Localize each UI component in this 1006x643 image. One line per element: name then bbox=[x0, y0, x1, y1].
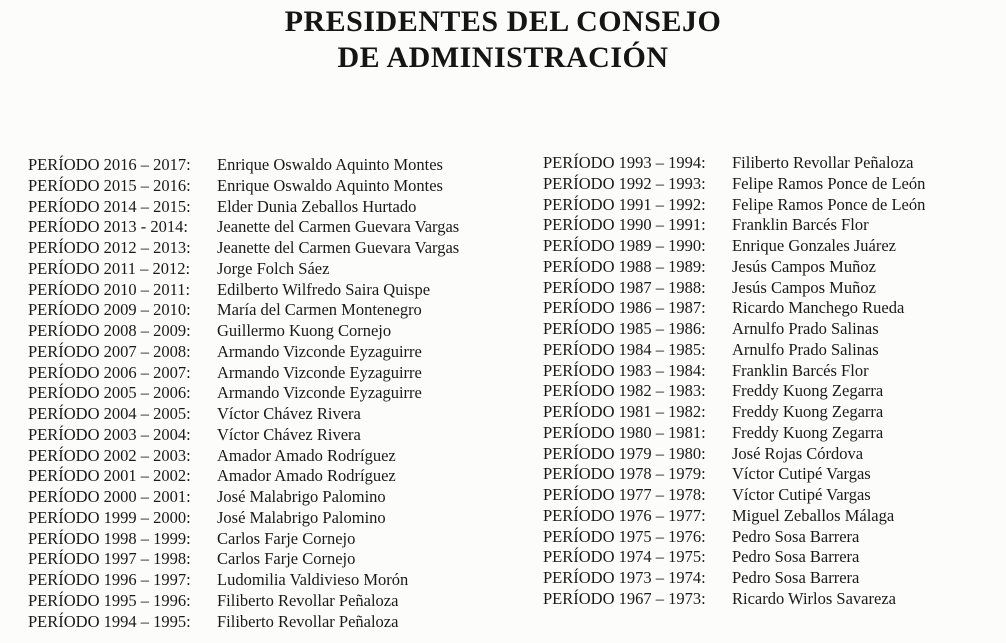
president-name: Franklin Barcés Flor bbox=[732, 360, 869, 380]
list-item bbox=[28, 217, 459, 238]
list-item bbox=[28, 238, 459, 259]
period-label: PERÍODO 2007 – 2008: bbox=[28, 341, 191, 361]
president-name: Elder Dunia Zeballos Hurtado bbox=[217, 196, 417, 216]
president-name: Armando Vizconde Eyzaguirre bbox=[217, 362, 422, 382]
list-item bbox=[28, 404, 459, 425]
president-name: Jeanette del Carmen Guevara Vargas bbox=[217, 217, 460, 237]
period-label: PERÍODO 2003 – 2004: bbox=[28, 424, 191, 444]
list-item bbox=[28, 321, 459, 342]
president-name: Víctor Cutipé Vargas bbox=[732, 464, 871, 484]
president-name: José Malabrigo Palomino bbox=[217, 507, 386, 527]
president-name: Armando Vizconde Eyzaguirre bbox=[217, 383, 422, 403]
list-item bbox=[28, 259, 459, 280]
period-label: PERÍODO 2010 – 2011: bbox=[28, 279, 191, 299]
president-name: Enrique Gonzales Juárez bbox=[732, 236, 897, 255]
list-item bbox=[28, 612, 459, 633]
period-label: PERÍODO 2001 – 2002: bbox=[28, 466, 191, 486]
list-item bbox=[543, 506, 925, 527]
president-name: María del Carmen Montenegro bbox=[217, 300, 422, 320]
list-item bbox=[543, 298, 925, 319]
president-name: Jesús Campos Muñoz bbox=[732, 256, 876, 276]
right-column bbox=[543, 153, 925, 610]
period-label: PERÍODO 2012 – 2013: bbox=[28, 238, 191, 257]
president-name: Filiberto Revollar Peñaloza bbox=[217, 590, 399, 610]
list-item bbox=[28, 591, 459, 612]
list-item bbox=[28, 446, 459, 467]
period-label: PERÍODO 2009 – 2010: bbox=[28, 300, 191, 320]
president-name: Armando Vizconde Eyzaguirre bbox=[217, 341, 422, 361]
period-label: PERÍODO 1992 – 1993: bbox=[543, 173, 706, 193]
list-item bbox=[543, 361, 925, 382]
list-item bbox=[543, 153, 925, 174]
list-item bbox=[543, 464, 925, 485]
period-label: PERÍODO 1977 – 1978: bbox=[543, 485, 706, 504]
president-name: Freddy Kuong Zegarra bbox=[732, 422, 884, 442]
list-item bbox=[543, 174, 925, 195]
president-name: Freddy Kuong Zegarra bbox=[732, 381, 884, 401]
president-name: Felipe Ramos Ponce de León bbox=[732, 194, 926, 214]
period-label: PERÍODO 1985 – 1986: bbox=[543, 319, 706, 338]
list-item bbox=[543, 444, 925, 465]
president-name: Víctor Chávez Rivera bbox=[217, 404, 361, 423]
list-item bbox=[28, 570, 459, 591]
list-item bbox=[543, 236, 925, 257]
list-item bbox=[28, 197, 459, 218]
president-name: Enrique Oswaldo Aquinto Montes bbox=[217, 155, 443, 174]
president-name: Ricardo Manchego Rueda bbox=[732, 298, 905, 318]
period-label: PERÍODO 1988 – 1989: bbox=[543, 256, 706, 276]
list-item bbox=[28, 342, 459, 363]
president-name: Ricardo Wirlos Savareza bbox=[732, 588, 896, 608]
president-name: Guillermo Kuong Cornejo bbox=[217, 321, 392, 340]
president-name: Pedro Sosa Barrera bbox=[732, 547, 860, 567]
president-name: Enrique Oswaldo Aquinto Montes bbox=[217, 175, 443, 195]
title-line-2: DE ADMINISTRACIÓN bbox=[337, 41, 669, 74]
page-title bbox=[0, 4, 1006, 76]
period-label: PERÍODO 2000 – 2001: bbox=[28, 487, 191, 506]
president-name: Miguel Zeballos Málaga bbox=[732, 505, 895, 525]
president-name: Filiberto Revollar Peñaloza bbox=[732, 153, 914, 172]
president-name: Pedro Sosa Barrera bbox=[732, 568, 860, 587]
period-label: PERÍODO 1986 – 1987: bbox=[543, 298, 706, 318]
list-item bbox=[543, 423, 925, 444]
president-name: Amador Amado Rodríguez bbox=[217, 466, 396, 486]
president-name: Jesús Campos Muñoz bbox=[732, 277, 876, 297]
period-label: PERÍODO 1979 – 1980: bbox=[543, 443, 706, 463]
list-item bbox=[28, 549, 459, 570]
period-label: PERÍODO 1989 – 1990: bbox=[543, 236, 706, 255]
period-label: PERÍODO 1987 – 1988: bbox=[543, 277, 706, 297]
president-name: José Malabrigo Palomino bbox=[217, 487, 386, 506]
list-item bbox=[543, 381, 925, 402]
list-item bbox=[28, 363, 459, 384]
list-item bbox=[543, 215, 925, 236]
president-name: Amador Amado Rodríguez bbox=[217, 445, 396, 465]
president-name: Jeanette del Carmen Guevara Vargas bbox=[217, 238, 460, 257]
period-label: PERÍODO 2006 – 2007: bbox=[28, 362, 191, 382]
list-item bbox=[28, 466, 459, 487]
president-name: Filiberto Revollar Peñaloza bbox=[217, 611, 399, 631]
president-name: Carlos Farje Cornejo bbox=[217, 528, 356, 548]
period-label: PERÍODO 1991 – 1992: bbox=[543, 194, 706, 214]
period-label: PERÍODO 1976 – 1977: bbox=[543, 505, 706, 525]
president-name: Víctor Cutipé Vargas bbox=[732, 485, 871, 504]
list-item bbox=[543, 485, 925, 506]
period-label: PERÍODO 1982 – 1983: bbox=[543, 381, 706, 401]
list-item bbox=[543, 257, 925, 278]
period-label: PERÍODO 1993 – 1994: bbox=[543, 153, 706, 172]
president-name: Pedro Sosa Barrera bbox=[732, 526, 860, 546]
period-label: PERÍODO 1990 – 1991: bbox=[543, 215, 706, 235]
president-name: Ludomilia Valdivieso Morón bbox=[217, 570, 409, 589]
list-item bbox=[28, 529, 459, 550]
period-label: PERÍODO 1984 – 1985: bbox=[543, 339, 706, 359]
period-label: PERÍODO 1983 – 1984: bbox=[543, 360, 706, 380]
period-label: PERÍODO 2002 – 2003: bbox=[28, 445, 191, 465]
president-name: Arnulfo Prado Salinas bbox=[732, 339, 879, 359]
list-item bbox=[543, 547, 925, 568]
list-item bbox=[543, 568, 925, 589]
list-item bbox=[28, 487, 459, 508]
period-label: PERÍODO 2008 – 2009: bbox=[28, 321, 191, 340]
period-label: PERÍODO 1978 – 1979: bbox=[543, 464, 706, 484]
period-label: PERÍODO 1980 – 1981: bbox=[543, 422, 706, 442]
president-name: Franklin Barcés Flor bbox=[732, 215, 869, 235]
president-name: Felipe Ramos Ponce de León bbox=[732, 173, 926, 193]
period-label: PERÍODO 2013 - 2014: bbox=[28, 217, 188, 237]
list-item bbox=[543, 589, 925, 610]
period-label: PERÍODO 2015 – 2016: bbox=[28, 175, 191, 195]
period-label: PERÍODO 2004 – 2005: bbox=[28, 404, 191, 423]
period-label: PERÍODO 1997 – 1998: bbox=[28, 549, 191, 569]
period-label: PERÍODO 2014 – 2015: bbox=[28, 196, 191, 216]
period-label: PERÍODO 1996 – 1997: bbox=[28, 570, 191, 589]
president-name: José Rojas Córdova bbox=[732, 443, 864, 463]
list-item bbox=[28, 176, 459, 197]
period-label: PERÍODO 2005 – 2006: bbox=[28, 383, 191, 403]
period-label: PERÍODO 2011 – 2012: bbox=[28, 258, 191, 278]
period-label: PERÍODO 1975 – 1976: bbox=[543, 526, 706, 546]
left-column bbox=[28, 155, 459, 632]
list-item bbox=[543, 340, 925, 361]
president-name: Arnulfo Prado Salinas bbox=[732, 319, 879, 338]
president-name: Jorge Folch Sáez bbox=[217, 258, 330, 278]
list-item bbox=[543, 195, 925, 216]
president-name: Víctor Chávez Rivera bbox=[217, 424, 361, 444]
list-item bbox=[28, 508, 459, 529]
list-item bbox=[28, 155, 459, 176]
title-line-1: PRESIDENTES DEL CONSEJO bbox=[284, 5, 722, 38]
period-label: PERÍODO 1981 – 1982: bbox=[543, 402, 706, 421]
period-label: PERÍODO 1999 – 2000: bbox=[28, 507, 191, 527]
president-name: Freddy Kuong Zegarra bbox=[732, 402, 884, 421]
president-name: Edilberto Wilfredo Saira Quispe bbox=[217, 279, 431, 299]
list-item bbox=[543, 278, 925, 299]
list-item bbox=[543, 319, 925, 340]
period-label: PERÍODO 2016 – 2017: bbox=[28, 155, 191, 174]
period-label: PERÍODO 1967 – 1973: bbox=[543, 588, 706, 608]
period-label: PERÍODO 1973 – 1974: bbox=[543, 568, 706, 587]
list-item bbox=[28, 280, 459, 301]
list-item bbox=[543, 527, 925, 548]
list-item bbox=[28, 383, 459, 404]
list-item bbox=[28, 425, 459, 446]
list-item bbox=[543, 402, 925, 423]
period-label: PERÍODO 1974 – 1975: bbox=[543, 547, 706, 567]
president-name: Carlos Farje Cornejo bbox=[217, 549, 356, 569]
period-label: PERÍODO 1994 – 1995: bbox=[28, 611, 191, 631]
list-item bbox=[28, 300, 459, 321]
period-label: PERÍODO 1998 – 1999: bbox=[28, 528, 191, 548]
period-label: PERÍODO 1995 – 1996: bbox=[28, 590, 191, 610]
